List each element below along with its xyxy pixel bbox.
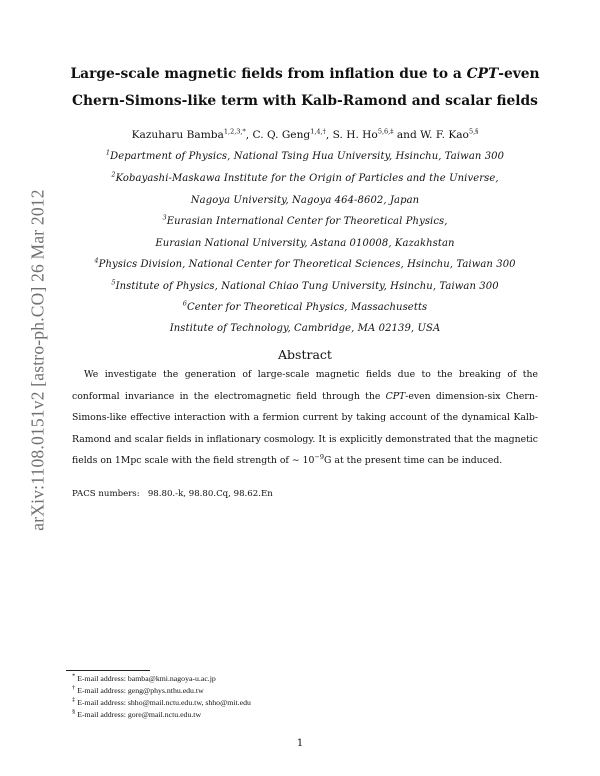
affiliation: Institute of Technology, Cambridge, MA 02139, USA xyxy=(169,323,441,334)
author-name: S. H. Ho xyxy=(332,129,378,141)
pacs-label: PACS numbers: xyxy=(72,489,140,499)
pacs-numbers xyxy=(72,489,273,499)
abstract-heading: Abstract xyxy=(278,347,332,362)
affiliation: $^4$Physics Division, National Center for Theoretical Sciences, Hsinchu, Taiwan 300 xyxy=(94,256,516,270)
author-list: Kazuharu Bamba$^{1,2,3,*}$, C. Q. Geng$^{1,4,\dagger}$, S. H. $Ho^{5,6,\ddagger}$ and W. F. Kao$^{5,\S}$ xyxy=(131,127,479,141)
affiliation: Eurasian National University, Astana 010008, Kazakhstan xyxy=(155,238,455,249)
author-marks: 5,6,‡ xyxy=(377,127,394,136)
footnote: ‡ E-mail address: shho@mail.nctu.edu.tw, shho@mit.edu xyxy=(72,696,251,707)
pacs-values: 98.80.-k, 98.80.Cq, 98.62.En xyxy=(147,489,273,499)
author-marks: 1,2,3,* xyxy=(223,127,246,136)
author-name: W. F. Kao xyxy=(420,129,469,141)
affiliation: $^5$Institute of Physics, National Chiao Tung University, Hsinchu, Taiwan 300 xyxy=(111,278,499,292)
paper-title-line-1: Large-scale magnetic fields from inflation due to a CPT-even xyxy=(70,66,540,82)
author-marks: 5,§ xyxy=(468,127,479,136)
page-number: 1 xyxy=(296,738,304,749)
affiliation: Nagoya University, Nagoya 464-8602, Japan xyxy=(190,195,420,206)
arxiv-sidebar-stamp xyxy=(28,170,48,550)
affiliation: $^3$Eurasian International Center for Theoretical Physics, xyxy=(162,213,448,227)
author-name: Kazuharu Bamba xyxy=(131,129,224,141)
footnote: † E-mail address: geng@phys.nthu.edu.tw xyxy=(72,684,204,695)
abstract-body: We investigate the generation of large-scale magnetic fields due to the breaking of the conformal invariance in the electromagnetic field through the CPT-even dimension-six Chern-Simons-like effective interaction with a fermion current by taking account of the dynamical Kalb-Ramond and scalar fields in inflationary cosmology. It is explicitly demonstrated that the magnetic fields on 1Mpc scale with the field strength of ∼ $10^{-9}G$ at the present time can be induced. xyxy=(72,369,538,466)
affiliation: $^6$Center for Theoretical Physics, Massachusetts xyxy=(182,299,428,313)
footnote: § E-mail address: gore@mail.nctu.edu.tw xyxy=(72,708,202,719)
affiliation: $^2$Kobayashi-Maskawa Institute for the Origin of Particles and the Universe, xyxy=(111,170,499,184)
arxiv-identifier: arXiv:1108.0151v2 [astro-ph.CO] 26 Mar 2012 xyxy=(27,189,48,531)
author-marks: 1,4,† xyxy=(310,127,326,136)
footnote-divider xyxy=(66,670,150,671)
footnote: * E-mail address: bamba@kmi.nagoya-u.ac.jp xyxy=(72,672,216,683)
author-name: C. Q. Geng xyxy=(252,129,311,141)
paper-title-line-2: Chern-Simons-like term with Kalb-Ramond and scalar fields xyxy=(72,93,538,109)
affiliation: $^1$Department of Physics, National Tsing Hua University, Hsinchu, Taiwan 300 xyxy=(105,148,505,162)
